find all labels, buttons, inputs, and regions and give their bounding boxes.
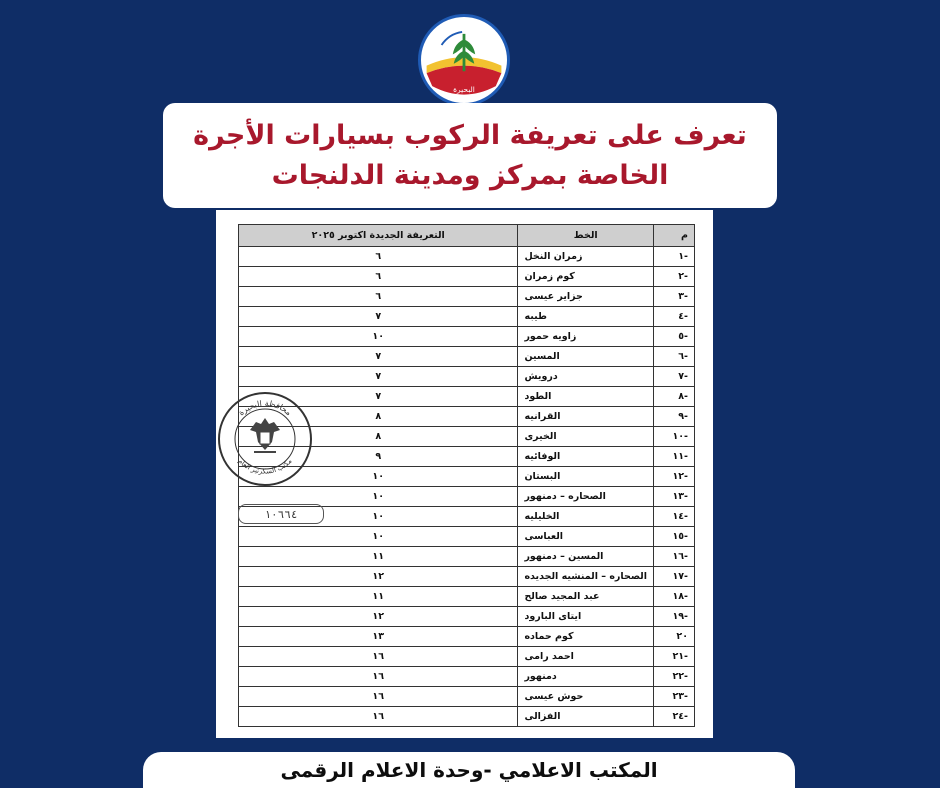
row-fare: ٧ xyxy=(239,347,518,367)
stamp-bottom-text: مكتب السكرتير العام xyxy=(236,457,294,476)
table-row xyxy=(239,307,695,327)
row-fare: ٨ xyxy=(239,407,518,427)
governorate-logo xyxy=(418,14,510,106)
header-num: م xyxy=(654,225,695,247)
title-line-2: الخاصة بمركز ومدينة الدلنجات xyxy=(271,159,669,191)
row-line: طيبه xyxy=(518,307,654,327)
table-row xyxy=(239,287,695,307)
header-fare: التعريفة الجديدة اكتوبر ٢٠٢٥ xyxy=(239,225,518,247)
row-num: -١٠ xyxy=(654,427,695,447)
row-fare: ٦ xyxy=(239,247,518,267)
row-line: كوم زمران xyxy=(518,267,654,287)
official-stamp xyxy=(216,390,314,488)
row-fare: ٩ xyxy=(239,447,518,467)
row-line: دمنهور xyxy=(518,667,654,687)
table-row xyxy=(239,567,695,587)
row-line: المسين – دمنهور xyxy=(518,547,654,567)
footer-text: المكتب الاعلامي -وحدة الاعلام الرقمى xyxy=(280,758,658,782)
row-line: احمد رامى xyxy=(518,647,654,667)
row-fare: ١٠ xyxy=(239,487,518,507)
row-num: -٨ xyxy=(654,387,695,407)
row-line: الفزالى xyxy=(518,707,654,727)
row-num: -٥ xyxy=(654,327,695,347)
row-fare: ١٠ xyxy=(239,327,518,347)
footer-bar xyxy=(143,752,795,788)
row-num: -١٦ xyxy=(654,547,695,567)
row-num: -٢١ xyxy=(654,647,695,667)
row-line: الوفائيه xyxy=(518,447,654,467)
row-line: الطود xyxy=(518,387,654,407)
table-row xyxy=(239,247,695,267)
logo-caption: البحيرة xyxy=(453,84,475,94)
title-card xyxy=(163,103,777,208)
row-line: الصحاره – دمنهور xyxy=(518,487,654,507)
row-fare: ١١ xyxy=(239,587,518,607)
row-num: -١٤ xyxy=(654,507,695,527)
row-line: حوش عيسى xyxy=(518,687,654,707)
row-num: -٧ xyxy=(654,367,695,387)
row-fare: ٧ xyxy=(239,307,518,327)
row-line: العباسى xyxy=(518,527,654,547)
table-row xyxy=(239,367,695,387)
row-num: -٤ xyxy=(654,307,695,327)
row-num: -١٧ xyxy=(654,567,695,587)
row-line: الخيرى xyxy=(518,427,654,447)
stamp-serial: ١٠٦٦٤ xyxy=(238,504,324,524)
row-num: -١٩ xyxy=(654,607,695,627)
row-fare: ١٦ xyxy=(239,647,518,667)
row-line: المسين xyxy=(518,347,654,367)
row-num: -١٢ xyxy=(654,467,695,487)
row-line: درويش xyxy=(518,367,654,387)
row-num: -١٣ xyxy=(654,487,695,507)
row-line: الصحاره – المنشيه الجديده xyxy=(518,567,654,587)
row-num: -٢٣ xyxy=(654,687,695,707)
logo-emblem-icon xyxy=(421,17,507,103)
row-fare: ١١ xyxy=(239,547,518,567)
table-row xyxy=(239,347,695,367)
tariff-document xyxy=(216,210,713,738)
row-line: زمران النخل xyxy=(518,247,654,267)
row-fare: ١٠ xyxy=(239,527,518,547)
title-line-1: تعرف على تعريفة الركوب بسيارات الأجرة xyxy=(193,119,747,151)
table-row xyxy=(239,527,695,547)
row-fare: ١٠ xyxy=(239,467,518,487)
row-num: -٩ xyxy=(654,407,695,427)
table-row xyxy=(239,627,695,647)
row-line: القرانيه xyxy=(518,407,654,427)
table-row xyxy=(239,687,695,707)
row-fare: ١٢ xyxy=(239,607,518,627)
row-line: البستان xyxy=(518,467,654,487)
table-row xyxy=(239,547,695,567)
row-fare: ١٦ xyxy=(239,687,518,707)
row-fare: ٦ xyxy=(239,287,518,307)
row-num: ٢٠ xyxy=(654,627,695,647)
table-row xyxy=(239,327,695,347)
row-line: زاويه حمور xyxy=(518,327,654,347)
row-line: الخليليه xyxy=(518,507,654,527)
header-line: الخط xyxy=(518,225,654,247)
table-row xyxy=(239,607,695,627)
row-num: -١٥ xyxy=(654,527,695,547)
row-num: -٦ xyxy=(654,347,695,367)
row-num: -٢٢ xyxy=(654,667,695,687)
stamp-top-text: محافظة البحيرة xyxy=(236,398,294,418)
row-fare: ٨ xyxy=(239,427,518,447)
row-num: -٣ xyxy=(654,287,695,307)
table-row xyxy=(239,667,695,687)
row-fare: ٧ xyxy=(239,387,518,407)
row-fare: ١٢ xyxy=(239,567,518,587)
row-line: كوم حماده xyxy=(518,627,654,647)
row-fare: ١٣ xyxy=(239,627,518,647)
row-line: عبد المجيد صالح xyxy=(518,587,654,607)
row-line: ايتاى البارود xyxy=(518,607,654,627)
table-row xyxy=(239,707,695,727)
row-fare: ١٠ xyxy=(239,507,518,527)
row-fare: ١٦ xyxy=(239,667,518,687)
row-fare: ٦ xyxy=(239,267,518,287)
row-num: -١٨ xyxy=(654,587,695,607)
table-row xyxy=(239,647,695,667)
row-num: -٢٤ xyxy=(654,707,695,727)
row-num: -١ xyxy=(654,247,695,267)
row-line: جزاير عيسى xyxy=(518,287,654,307)
row-num: -١١ xyxy=(654,447,695,467)
stamp-eagle-icon xyxy=(216,390,314,488)
table-row xyxy=(239,587,695,607)
row-fare: ٧ xyxy=(239,367,518,387)
row-num: -٢ xyxy=(654,267,695,287)
table-header-row xyxy=(239,225,695,247)
row-fare: ١٦ xyxy=(239,707,518,727)
table-row xyxy=(239,267,695,287)
